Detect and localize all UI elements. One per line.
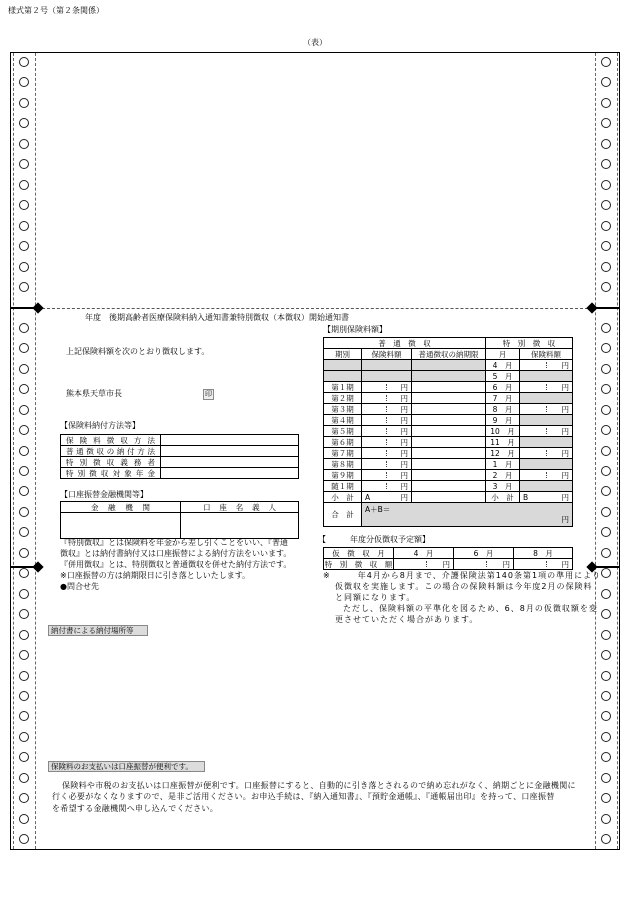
payment-method-table — [60, 434, 299, 479]
digit-separator — [546, 406, 547, 412]
payment-method-heading: 【保険料納付方法等】 — [60, 421, 140, 430]
sprocket-hole — [19, 221, 29, 231]
ordinary-header: 普 通 徴 収 — [324, 338, 486, 349]
provisional-note-line: ただし、保険料額の平準化を図るため、6、8月の仮徴収額を変 — [343, 604, 598, 613]
digit-separator — [426, 561, 427, 567]
yen-unit: 円 — [561, 360, 570, 370]
sprocket-hole — [601, 691, 611, 701]
sprocket-hole — [601, 77, 611, 87]
special-subtotal-label: 小 計 — [486, 492, 520, 503]
sprocket-hole — [19, 609, 29, 619]
sprocket-hole — [601, 752, 611, 762]
sprocket-hole — [19, 589, 29, 599]
sprocket-hole — [19, 323, 29, 333]
explanation-line: 『特別徴収』とは保険料を年金から差し引くことをいい、『普通 — [60, 538, 288, 547]
sprocket-hole — [601, 57, 611, 67]
digit-separator — [546, 561, 547, 567]
special-amount-cell — [520, 393, 573, 404]
left-perforation-line — [13, 53, 14, 849]
payment-method-label: 保険料徴収方法 — [61, 435, 161, 446]
sprocket-hole — [601, 630, 611, 640]
col-period: 期別 — [324, 349, 362, 360]
sprocket-hole — [601, 834, 611, 844]
sprocket-hole — [601, 589, 611, 599]
special-amount-cell — [520, 481, 573, 492]
special-header: 特 別 徴 収 — [486, 338, 573, 349]
sprocket-hole — [19, 241, 29, 251]
subtotal-row — [324, 492, 573, 503]
sprocket-hole — [601, 732, 611, 742]
sprocket-hole — [19, 446, 29, 456]
table-row — [324, 360, 573, 371]
payment-method-value — [161, 468, 299, 479]
col-month: 月 — [486, 349, 520, 360]
special-subtotal-cell — [520, 492, 573, 503]
yen-unit: 円 — [561, 448, 570, 458]
special-amount-cell — [520, 371, 573, 382]
sprocket-hole — [601, 609, 611, 619]
yen-unit: 円 — [400, 382, 408, 392]
sprocket-hole — [601, 323, 611, 333]
period-cell: 第７期 — [324, 448, 362, 459]
explanation-line: 『併用徴収』とは、特別徴収と普通徴収を併せた納付方法です。 — [60, 560, 292, 569]
sprocket-hole — [19, 98, 29, 108]
month-cell: 6 月 — [486, 382, 520, 393]
sprocket-hole — [19, 180, 29, 190]
table-row — [61, 513, 299, 539]
table-row — [324, 382, 573, 393]
due-date-cell — [412, 404, 486, 415]
sprocket-hole — [19, 343, 29, 353]
table-row — [324, 559, 573, 570]
total-formula: A＋B＝ — [365, 505, 391, 514]
sprocket-hole — [601, 118, 611, 128]
special-amount-cell — [520, 382, 573, 393]
digit-separator — [546, 384, 547, 390]
due-date-cell — [412, 459, 486, 470]
ordinary-amount-cell — [362, 426, 412, 437]
ordinary-amount-cell — [362, 371, 412, 382]
sprocket-hole — [19, 548, 29, 558]
subtotal-label: 小 計 — [324, 492, 362, 503]
right-perforation-line — [595, 53, 596, 849]
sprocket-hole — [601, 364, 611, 374]
sprocket-hole — [19, 814, 29, 824]
yen-unit: 円 — [442, 559, 450, 569]
holder-label: 口座名義人 — [181, 502, 299, 513]
payment-method-label: 特別徴収対象年金 — [61, 468, 161, 479]
yen-unit: 円 — [400, 415, 408, 425]
sprocket-hole — [19, 671, 29, 681]
due-date-cell — [412, 360, 486, 371]
provisional-amount-cell — [514, 559, 573, 570]
sprocket-hole — [19, 77, 29, 87]
yen-unit: 円 — [561, 515, 570, 524]
provisional-month: 4 月 — [394, 548, 454, 559]
sprocket-hole — [601, 159, 611, 169]
left-perforation-line — [35, 53, 36, 849]
sprocket-hole — [601, 405, 611, 415]
explanation-line: 徴収』とは納付書納付又は口座振替による納付方法をいいます。 — [60, 549, 292, 558]
due-date-cell — [412, 448, 486, 459]
ordinary-amount-cell — [362, 360, 412, 371]
special-amount-cell — [520, 415, 573, 426]
provisional-month: 6 月 — [454, 548, 514, 559]
sprocket-hole — [19, 752, 29, 762]
table-row — [61, 435, 299, 446]
payment-method-value — [161, 457, 299, 468]
table-row — [324, 371, 573, 382]
sprocket-hole — [601, 466, 611, 476]
digit-separator — [386, 428, 387, 434]
yen-unit: 円 — [400, 481, 408, 491]
sprocket-hole — [601, 711, 611, 721]
digit-separator — [546, 472, 547, 478]
payment-method-value — [161, 435, 299, 446]
installments-heading: 【期別保険料額】 — [323, 325, 387, 334]
month-cell: 1 月 — [486, 459, 520, 470]
month-cell: 4 月 — [486, 360, 520, 371]
left-sprocket-strip — [19, 0, 29, 900]
yen-unit: 円 — [400, 448, 408, 458]
sprocket-hole — [19, 732, 29, 742]
month-cell: 9 月 — [486, 415, 520, 426]
special-amount-cell — [520, 360, 573, 371]
month-cell: 7 月 — [486, 393, 520, 404]
digit-separator — [386, 483, 387, 489]
period-cell: 第３期 — [324, 404, 362, 415]
sprocket-hole — [601, 793, 611, 803]
digit-separator — [386, 450, 387, 456]
ordinary-amount-cell — [362, 470, 412, 481]
month-cell: 11 月 — [486, 437, 520, 448]
payment-method-value — [161, 446, 299, 457]
issuer: 熊本県天草市長 — [66, 389, 122, 398]
sprocket-hole — [19, 691, 29, 701]
ordinary-amount-cell — [362, 481, 412, 492]
explanation-line: ※口座振替の方は納期限日に引き落としいたします。 — [60, 571, 251, 580]
digit-separator — [546, 450, 547, 456]
sprocket-hole — [601, 814, 611, 824]
digit-separator — [386, 439, 387, 445]
yen-unit: 円 — [400, 470, 408, 480]
yen-unit: 円 — [561, 492, 570, 502]
transfer-line: 保険料や市税のお支払いは口座振替が便利です。口座振替にすると、自動的に引き落とされるので納め忘れがなく、納期ごとに金融機関に — [62, 781, 576, 790]
period-cell: 第２期 — [324, 393, 362, 404]
due-date-cell — [412, 415, 486, 426]
intro-text: 上記保険料額を次のとおり徴収します。 — [66, 347, 210, 356]
yen-unit: 円 — [561, 404, 570, 414]
table-row — [324, 437, 573, 448]
due-date-cell — [412, 426, 486, 437]
bank-heading: 【口座振替金融機関等】 — [60, 490, 148, 499]
yen-unit: 円 — [561, 559, 569, 569]
table-row — [324, 459, 573, 470]
period-cell: 第８期 — [324, 459, 362, 470]
period-cell — [324, 371, 362, 382]
sprocket-hole — [19, 159, 29, 169]
digit-separator — [546, 428, 547, 434]
table-header-row — [324, 349, 573, 360]
sprocket-hole — [19, 118, 29, 128]
table-row — [61, 468, 299, 479]
payment-place-label: 納付書による納付場所等 — [48, 625, 148, 636]
digit-separator — [386, 406, 387, 412]
explanation-text — [60, 537, 291, 592]
ordinary-subtotal-cell — [362, 492, 412, 503]
total-cell — [362, 503, 573, 527]
special-amount-cell — [520, 459, 573, 470]
sprocket-hole — [601, 343, 611, 353]
provisional-month: 8 月 — [514, 548, 573, 559]
provisional-note-line: 仮徴収を実施します。この場合の保険料額は今年度2月の保険料 — [335, 582, 593, 591]
inquiry-label: ●問合せ先 — [60, 582, 99, 591]
table-row — [324, 470, 573, 481]
sprocket-hole — [601, 282, 611, 292]
sprocket-hole — [19, 568, 29, 578]
sprocket-hole — [601, 446, 611, 456]
sprocket-hole — [601, 425, 611, 435]
sprocket-hole — [19, 793, 29, 803]
due-date-cell — [412, 492, 486, 503]
month-cell: 10 月 — [486, 426, 520, 437]
institution-label: 金融機関 — [61, 502, 181, 513]
sprocket-hole — [601, 98, 611, 108]
table-header-row — [324, 338, 573, 349]
provisional-table — [323, 547, 573, 570]
provisional-month-label: 仮 徴 収 月 — [324, 548, 394, 559]
special-amount-cell — [520, 470, 573, 481]
sprocket-hole — [601, 241, 611, 251]
table-row — [324, 548, 573, 559]
month-cell: 8 月 — [486, 404, 520, 415]
table-row — [324, 393, 573, 404]
sprocket-hole — [19, 711, 29, 721]
digit-separator — [386, 395, 387, 401]
sprocket-hole — [601, 200, 611, 210]
period-cell: 第９期 — [324, 470, 362, 481]
transfer-line: 行く必要がなくなりますので、是非ご活用ください。お申込手続は、『納入通知書』、『預貯金通帳』、『通帳届出印』を持って、口座振替 — [52, 792, 555, 801]
payment-method-label: 普通徴収の納付方法 — [61, 446, 161, 457]
sprocket-hole — [601, 486, 611, 496]
period-cell: 第１期 — [324, 382, 362, 393]
provisional-heading: 【 年度分仮徴収予定額】 — [318, 535, 430, 544]
sprocket-hole — [601, 527, 611, 537]
right-perforation-line — [617, 53, 618, 849]
digit-separator — [386, 384, 387, 390]
due-date-cell — [412, 382, 486, 393]
sprocket-hole — [601, 507, 611, 517]
month-cell: 5 月 — [486, 371, 520, 382]
table-row — [61, 457, 299, 468]
yen-unit: 円 — [502, 559, 510, 569]
table-row — [324, 448, 573, 459]
sprocket-hole — [601, 221, 611, 231]
yen-unit: 円 — [561, 426, 570, 436]
due-date-cell — [412, 371, 486, 382]
provisional-amount-cell — [394, 559, 454, 570]
sprocket-hole — [19, 57, 29, 67]
col-special-amount: 保険料額 — [520, 349, 573, 360]
sprocket-hole — [19, 139, 29, 149]
yen-unit: 円 — [400, 426, 408, 436]
digit-separator — [546, 362, 547, 368]
sprocket-hole — [19, 486, 29, 496]
sprocket-hole — [601, 548, 611, 558]
special-amount-cell — [520, 426, 573, 437]
transfer-line: を希望する金融機関へ申し込んでください。 — [52, 804, 218, 813]
notice-title: 年度 後期高齢者医療保険料納入通知書兼特別徴収（本徴収）開始通知書 — [85, 313, 349, 322]
sprocket-hole — [601, 773, 611, 783]
sprocket-hole — [19, 282, 29, 292]
digit-separator — [486, 561, 487, 567]
yen-unit: 円 — [400, 492, 408, 502]
provisional-amount-cell — [454, 559, 514, 570]
sprocket-hole — [601, 262, 611, 272]
sprocket-hole — [601, 139, 611, 149]
provisional-note-line: ※ 年4月から8月まで、介護保険法第140条第1項の準用により — [323, 571, 602, 580]
sprocket-hole — [19, 834, 29, 844]
holder-value — [181, 513, 299, 539]
ordinary-amount-cell — [362, 404, 412, 415]
period-cell: 第５期 — [324, 426, 362, 437]
due-date-cell — [412, 393, 486, 404]
period-cell: 随１期 — [324, 481, 362, 492]
due-date-cell — [412, 470, 486, 481]
sprocket-hole — [19, 405, 29, 415]
special-amount-cell — [520, 448, 573, 459]
sprocket-hole — [19, 773, 29, 783]
ordinary-amount-cell — [362, 437, 412, 448]
installments-table — [323, 337, 573, 527]
form-number: 様式第２号（第２条関係） — [8, 6, 104, 15]
subtotal-mark-b: B — [523, 493, 529, 502]
table-row — [61, 446, 299, 457]
bank-table — [60, 501, 299, 539]
sprocket-hole — [19, 384, 29, 394]
month-cell: 12 月 — [486, 448, 520, 459]
table-row — [324, 481, 573, 492]
sprocket-hole — [19, 507, 29, 517]
transfer-banner: 保険料のお支払いは口座振替が便利です。 — [48, 761, 205, 772]
sprocket-hole — [601, 650, 611, 660]
month-cell: 3 月 — [486, 481, 520, 492]
institution-value — [61, 513, 181, 539]
yen-unit: 円 — [400, 393, 408, 403]
seal-stamp: 印 — [205, 390, 212, 398]
sprocket-hole — [19, 466, 29, 476]
yen-unit: 円 — [400, 404, 408, 414]
ordinary-amount-cell — [362, 448, 412, 459]
provisional-amount-label: 特 別 徴 収 額 — [324, 559, 393, 569]
period-cell: 第４期 — [324, 415, 362, 426]
table-row — [324, 404, 573, 415]
sprocket-hole — [19, 527, 29, 537]
sprocket-hole — [19, 425, 29, 435]
ordinary-amount-cell — [362, 382, 412, 393]
table-row — [324, 426, 573, 437]
sprocket-hole — [19, 200, 29, 210]
col-amount: 保険料額 — [362, 349, 412, 360]
special-amount-cell — [520, 404, 573, 415]
sprocket-hole — [19, 630, 29, 640]
ordinary-amount-cell — [362, 415, 412, 426]
month-cell: 2 月 — [486, 470, 520, 481]
digit-separator — [386, 472, 387, 478]
sprocket-hole — [19, 262, 29, 272]
provisional-note-line: と同額になります。 — [335, 593, 416, 602]
total-row — [324, 503, 573, 527]
ordinary-amount-cell — [362, 393, 412, 404]
yen-unit: 円 — [400, 437, 408, 447]
period-cell: 第６期 — [324, 437, 362, 448]
due-date-cell — [412, 481, 486, 492]
yen-unit: 円 — [561, 382, 570, 392]
yen-unit: 円 — [400, 459, 408, 469]
side-label: （表） — [303, 38, 327, 47]
digit-separator — [386, 461, 387, 467]
table-row — [324, 415, 573, 426]
right-sprocket-strip — [601, 0, 611, 900]
sprocket-hole — [601, 671, 611, 681]
ordinary-amount-cell — [362, 459, 412, 470]
sprocket-hole — [601, 568, 611, 578]
sprocket-hole — [601, 180, 611, 190]
col-due-date: 普通徴収の納期限 — [412, 349, 486, 360]
period-cell — [324, 360, 362, 371]
yen-unit: 円 — [561, 470, 570, 480]
sprocket-hole — [601, 384, 611, 394]
sprocket-hole — [19, 650, 29, 660]
tear-line — [42, 308, 588, 309]
total-label: 合 計 — [324, 503, 362, 527]
payment-method-label: 特別徴収義務者 — [61, 457, 161, 468]
special-amount-cell — [520, 437, 573, 448]
due-date-cell — [412, 437, 486, 448]
subtotal-mark-a: A — [365, 493, 371, 502]
provisional-note-line: 更させていただく場合があります。 — [335, 615, 479, 624]
sprocket-hole — [19, 364, 29, 374]
digit-separator — [386, 417, 387, 423]
table-row — [61, 502, 299, 513]
